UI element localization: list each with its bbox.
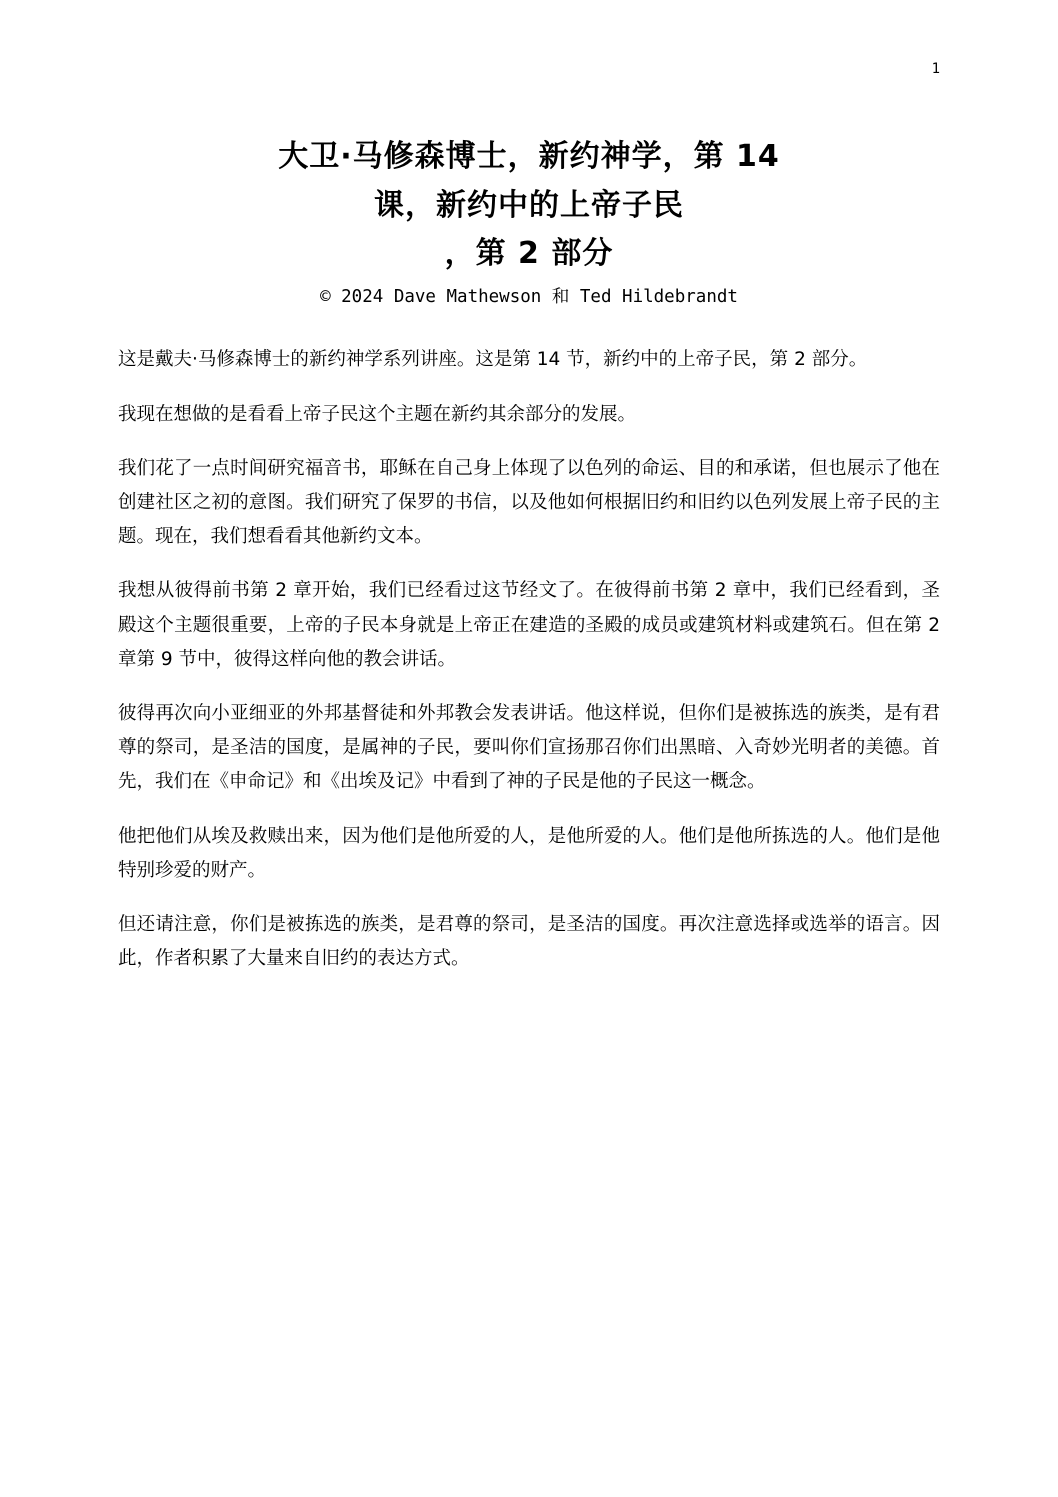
paragraph: 但还请注意，你们是被拣选的族类，是君尊的祭司，是圣洁的国度。再次注意选择或选举的语言。因此，作者积累了大量来自旧约的表达方式。 (118, 914, 940, 970)
title-line-3: ，第 2 部分 (444, 236, 614, 272)
paragraph: 我现在想做的是看看上帝子民这个主题在新约其余部分的发展。 (118, 403, 637, 425)
paragraph: 这是戴夫·马修森博士的新约神学系列讲座。这是第 14 节，新约中的上帝子民，第 2 部分。 (118, 349, 868, 371)
paragraph: 我想从彼得前书第 2 章开始，我们已经看过这节经文了。在彼得前书第 2 章中，我们已经看到，圣殿这个主题很重要，上帝的子民本身就是上帝正在建造的圣殿的成员或建筑材料或建筑石。但在第 2 章第 9 节中，彼得这样向他的教会讲话。 (118, 580, 940, 670)
document-body (118, 343, 940, 976)
paragraph: 我们花了一点时间研究福音书，耶稣在自己身上体现了以色列的命运、目的和承诺，但也展示了他在创建社区之初的意图。我们研究了保罗的书信，以及他如何根据旧约和旧约以色列发展上帝子民的主题。现在，我们想看看其他新约文本。 (118, 457, 940, 548)
title-line-2: 课，新约中的上帝子民 (374, 187, 684, 223)
copyright-line: © 2024 Dave Mathewson 和 Ted Hildebrandt (320, 286, 738, 307)
paragraph: 他把他们从埃及救赎出来，因为他们是他所爱的人，是他所爱的人。他们是他所拣选的人。他们是他特别珍爱的财产。 (118, 825, 940, 881)
page-number: 1 (931, 61, 940, 77)
page-title (118, 133, 940, 279)
paragraph: 彼得再次向小亚细亚的外邦基督徒和外邦教会发表讲话。他这样说，但你们是被拣选的族类，是有君尊的祭司，是圣洁的国度，是属神的子民，要叫你们宣扬那召你们出黑暗、入奇妙光明者的美德。首先，我们在《申命记》和《出埃及记》中看到了神的子民是他的子民这一概念。 (118, 703, 940, 793)
title-line-1: 大卫·马修森博士，新约神学，第 14 (278, 139, 780, 174)
